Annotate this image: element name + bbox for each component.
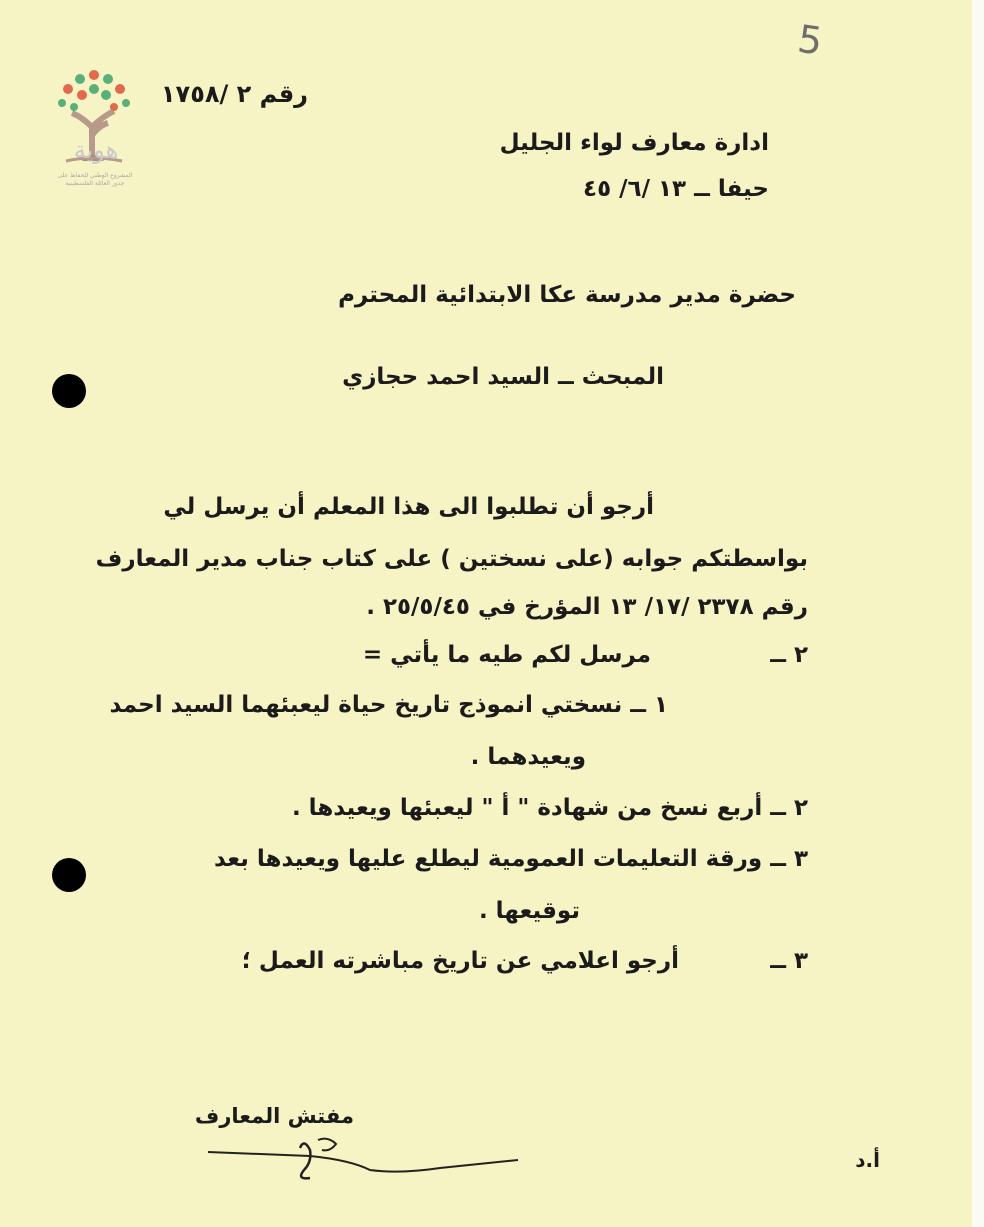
item-number: ٢ ــ [770, 642, 808, 668]
body-line: أرجو أن تطلبوا الى هذا المعلم أن يرسل لي [163, 494, 654, 520]
page-number: 5 [795, 16, 826, 64]
item-text: مرسل لكم طيه ما يأتي = [362, 642, 651, 668]
sub-item-line: ١ ــ نسختي انموذج تاريخ حياة ليعبئهما السيد احمد [109, 692, 668, 718]
subject-line: المبحث ــ السيد احمد حجازي [342, 364, 664, 390]
addressee: حضرة مدير مدرسة عكا الابتدائية المحترم [338, 282, 796, 308]
body-line: رقم ٢٣٧٨ /١٧/ ١٣ المؤرخ في ٢٥/٥/٤٥ . [366, 594, 808, 620]
sub-item-line: ويعيدهما . [470, 744, 586, 770]
reference-number: رقم ٢ /١٧٥٨ [160, 80, 308, 108]
place-and-date: حيفا ــ ١٣ /٦/ ٤٥ [583, 176, 769, 202]
signature-title: مفتش المعارف [194, 1104, 354, 1128]
sub-item-line: ٣ ــ ورقة التعليمات العمومية ليطلع عليها ويعيدها بعد [213, 846, 808, 872]
sub-item-line: توقيعها . [478, 898, 580, 924]
page-edge [972, 0, 984, 1227]
sub-item-line: ٢ ــ أربع نسخ من شهادة " أ " ليعبئها ويعيدها . [291, 795, 808, 821]
initials: أ.د [855, 1148, 880, 1172]
logo-word: هوية [73, 136, 119, 164]
office-name: ادارة معارف لواء الجليل [499, 130, 769, 156]
logo-subtitle-line: جذور العائلة الفلسطينية [65, 180, 125, 187]
logo-subtitle [40, 172, 150, 188]
punch-hole [52, 374, 86, 408]
handwritten-signature [200, 1130, 530, 1190]
punch-hole [52, 858, 86, 892]
body-line: بواسطتكم جوابه (على نسختين ) على كتاب جناب مدير المعارف [95, 546, 808, 572]
item-text: أرجو اعلامي عن تاريخ مباشرته العمل ؛ [241, 948, 679, 974]
item-number: ٣ ــ [770, 948, 808, 974]
logo-subtitle-line: المشروع الوطني للحفاظ على [57, 172, 133, 179]
